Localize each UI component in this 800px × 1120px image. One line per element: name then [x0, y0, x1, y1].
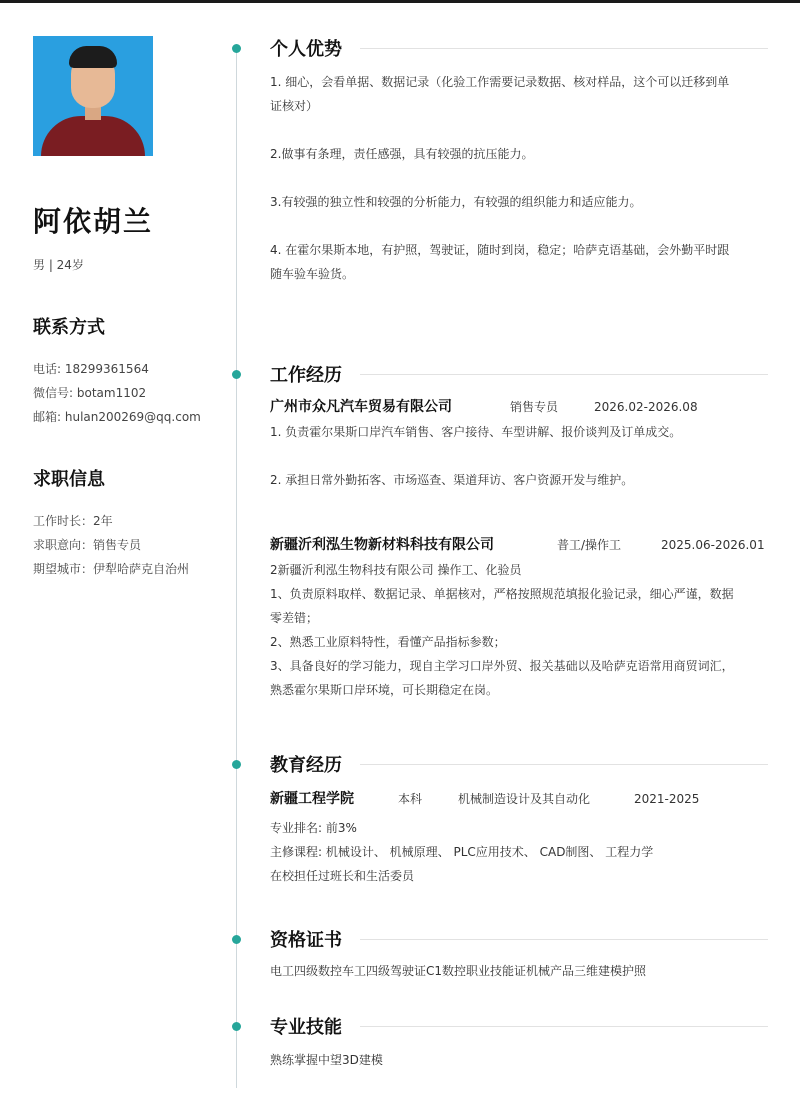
education-period: 2021-2025 — [634, 792, 700, 806]
job-duty: 熟悉霍尔果斯口岸环境，可长期稳定在岗。 — [270, 683, 499, 697]
education-section — [270, 752, 768, 888]
work-heading: 工作经历 — [270, 365, 342, 386]
company-name: 广州市众凡汽车贸易有限公司 — [270, 399, 452, 415]
timeline-dot — [232, 370, 241, 379]
skills-text: 熟练掌握中望3D建模 — [270, 1053, 383, 1067]
strength-item: 随车验车验货。 — [270, 267, 355, 281]
job-intention: 求职意向：销售专员 — [33, 538, 142, 552]
strengths-heading: 个人优势 — [270, 39, 342, 60]
job-duty: 2、熟悉工业原料特性，看懂产品指标参数； — [270, 635, 506, 649]
basic-info: 男 | 24岁 — [33, 258, 84, 272]
strength-item: 证核对） — [270, 99, 319, 113]
job-city: 期望城市：伊犁哈萨克自治州 — [33, 562, 190, 576]
education-detail: 主修课程: 机械设计、 机械原理、 PLC应用技术、 CAD制图、 工程力学 — [270, 845, 654, 859]
contact-wechat: 微信号: botam1102 — [33, 386, 147, 400]
job-info-list — [33, 509, 223, 581]
job-period: 2026.02-2026.08 — [594, 400, 698, 414]
job-duration: 工作时长：2年 — [33, 514, 113, 528]
timeline-dot — [232, 760, 241, 769]
top-border — [0, 0, 800, 3]
job-header — [270, 534, 768, 554]
degree: 本科 — [398, 792, 423, 806]
company-name: 新疆沂利泓生物新材料科技有限公司 — [270, 537, 494, 553]
strength-item: 4. 在霍尔果斯本地，有护照，驾驶证，随时到岗，稳定；哈萨克语基础，会外勤平时跟 — [270, 243, 730, 257]
skills-section — [270, 1014, 768, 1072]
certificates-section — [270, 927, 768, 983]
profile-photo — [33, 36, 153, 156]
timeline-line — [236, 48, 237, 1088]
contact-phone: 电话: 18299361564 — [33, 362, 149, 376]
major: 机械制造设计及其自动化 — [458, 792, 591, 806]
education-heading: 教育经历 — [270, 755, 342, 776]
skills-heading: 专业技能 — [270, 1017, 342, 1038]
work-section — [270, 362, 768, 702]
strength-item: 2.做事有条理，责任感强，具有较强的抗压能力。 — [270, 147, 534, 161]
job-duty: 2新疆沂利泓生物科技有限公司 操作工、化验员 — [270, 563, 522, 577]
timeline-dot — [232, 935, 241, 944]
job-duty: 1、负责原料取样、数据记录、单据核对，严格按照规范填报化验记录，细心严谨，数据 — [270, 587, 734, 601]
job-header — [270, 396, 768, 416]
contact-heading: 联系方式 — [33, 317, 105, 338]
certificates-text: 电工四级数控车工四级驾驶证C1数控职业技能证机械产品三维建模护照 — [270, 964, 647, 978]
education-detail: 在校担任过班长和生活委员 — [270, 869, 415, 883]
education-detail: 专业排名: 前3% — [270, 821, 357, 835]
contact-list — [33, 357, 223, 429]
candidate-name: 阿依胡兰 — [33, 205, 154, 238]
job-role: 普工/操作工 — [557, 538, 622, 552]
timeline-dot — [232, 44, 241, 53]
job-period: 2025.06-2026.01 — [661, 538, 765, 552]
strengths-section — [270, 36, 768, 286]
strength-item: 3.有较强的独立性和较强的分析能力，有较强的组织能力和适应能力。 — [270, 195, 642, 209]
strength-item: 1. 细心，会看单据、数据记录（化验工作需要记录数据、核对样品，这个可以迁移到单 — [270, 75, 730, 89]
job-role: 销售专员 — [510, 400, 559, 414]
certificates-heading: 资格证书 — [270, 930, 342, 951]
job-duty: 零差错； — [270, 611, 319, 625]
school-name: 新疆工程学院 — [270, 791, 354, 807]
left-column — [33, 36, 223, 581]
job-duty: 1. 负责霍尔果斯口岸汽车销售、客户接待、车型讲解、报价谈判及订单成交。 — [270, 425, 682, 439]
job-duty: 2. 承担日常外勤拓客、市场巡查、渠道拜访、客户资源开发与维护。 — [270, 473, 634, 487]
job-duty: 3、具备良好的学习能力，现自主学习口岸外贸、报关基础以及哈萨克语常用商贸词汇， — [270, 659, 734, 673]
timeline-dot — [232, 1022, 241, 1031]
education-header — [270, 788, 768, 808]
job-info-heading: 求职信息 — [33, 469, 105, 490]
contact-email: 邮箱: hulan200269@qq.com — [33, 410, 201, 424]
